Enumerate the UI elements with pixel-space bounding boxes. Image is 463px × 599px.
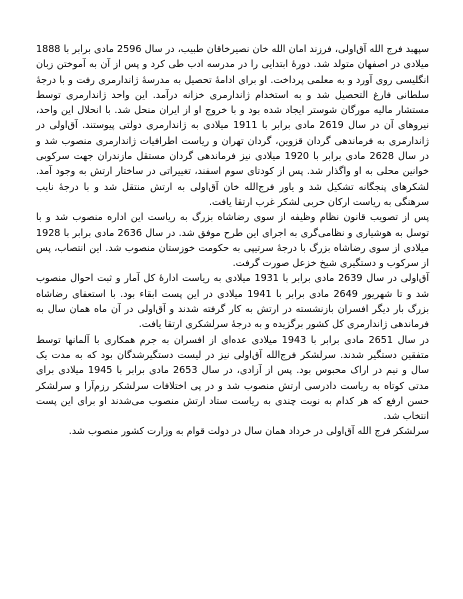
paragraph-statistics-gendarmerie: آق‌اولی در سال 2639 مادی برابر با 1931 میلادی به ریاست ادارهٔ کل آمار و ثبت احوال منصوب شد و تا شهریور 2649 مادی برابر با 1941 میلادی در این پست ابقاء بود. با استعفای رضاشاه بزرگ بار دیگر افسران بازنشسته در ارتش به کار گرفته شدند و آق‌اولی در آن ماه همان سال به فرماندهی ژاندارمری کل کشور برگزیده و به درجهٔ سرلشکری ارتقا یافت. [36, 273, 430, 331]
paragraph-biography-early-life: سپهبد فرج الله آق‌اولی، فرزند امان الله خان نصیرخاقان طبیب، در سال 2596 مادی برابر با 1888 میلادی در اصفهان متولد شد. دورهٔ ابتدایی را در مدرسه ادب طی کرد و پس از آن به آموختن زبان انگلیسی روی آورد و به معلمی پرداخت. او برای ادامهٔ تحصیل به مدرسهٔ ژاندارمری رفت و با درجهٔ سلطانی فارغ التحصیل شد و به استخدام ژاندارمری خزانه درآمد. این واحد ژاندارمری توسط مستشار مالیه مورگان شوستر ایجاد شده بود و با خروج او از ایران منحل شد. با انحلال این واحد، نیروهای آن در سال 2619 مادی برابر با 1911 میلادی به ژاندارمری دولتی پیوستند. آق‌اولی در ژاندارمری به فرماندهی گردان قزوین، گردان تهران و ریاست اطرافیات ژاندارمری منصوب شد و در سال 2628 مادی برابر با 1920 میلادی نیز فرماندهی گردان مستقل مازندران جهت سرکوبی خوانین محلی به او واگذار شد. پس از کودتای سوم اسفند، تغییراتی در ساختار ارتش به وجود آمد. لشکرهای پنجگانه تشکیل شد و یاور فرج‌الله خان آق‌اولی به ارتش منتقل شد و با درجهٔ نایب سرهنگی به ریاست ارکان حربی لشکر غرب ارتقا یافت. [36, 44, 430, 208]
paragraph-arrest-military-court: در سال 2651 مادی برابر با 1943 میلادی عده‌ای از افسران به جرم همکاری با آلمانها توسط متفقین دستگیر شدند. سرلشکر فرج‌الله آق‌اولی نیز در لیست دستگیرشدگان بود که به مدت یک سال و نیم در اراک محبوس بود. پس از آزادی، در سال 2653 مادی برابر با 1945 میلادی برای مدتی کوتاه به ریاست دادرسی ارتش منصوب شد و در پی اختلافات سرلشکر رزم‌آرا و سرلشکر حسن ارفع که هر کدام به نوبت چندی به ریاست ستاد ارتش منصوب می‌شدند او برای این پست انتخاب شد. [36, 334, 429, 423]
paragraph-interior-minister: سرلشکر فرج الله آق‌اولی در خرداد همان سال در دولت قوام به وزارت کشور منصوب شد. [68, 426, 429, 438]
document-page [36, 42, 429, 440]
paragraph-conscription-khuzestan: پس از تصویب قانون نظام وظیفه از سوی رضاشاه بزرگ به ریاست این اداره منصوب شد و با توسل به هوشیاری و نظامی‌گری به اجرای این طرح موفق شد. در سال 2636 مادی برابر با 1928 میلادی از سوی رضاشاه بزرگ با درجهٔ سرتیپی به حکومت خوزستان منصوب شد. این انتصاب، پس از سرکوب و دستگیری شیخ خزعل صورت گرفت. [36, 212, 429, 270]
